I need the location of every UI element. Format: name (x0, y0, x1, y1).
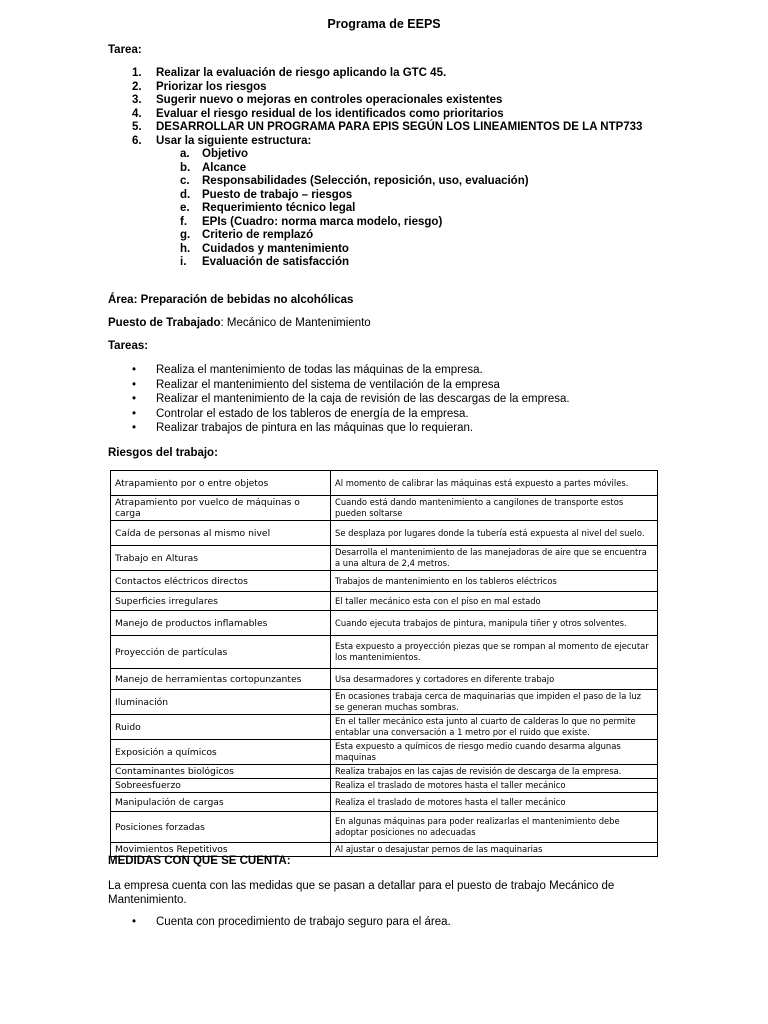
list-number: 6. (132, 134, 142, 147)
area-heading: Área: Preparación de bebidas no alcohólicas (108, 294, 354, 306)
detail-cell: Esta expuesto a proyección piezas que se rompan al momento de ejecutar los mantenimientos. (331, 636, 658, 669)
medidas-heading: MEDIDAS CON QUE SE CUENTA: (108, 855, 291, 867)
risk-cell: Iluminación (111, 690, 331, 715)
bullet-icon: • (132, 393, 137, 406)
list-item (108, 148, 529, 162)
detail-cell: Cuando está dando mantenimiento a cangilones de transporte estos pueden soltarse (331, 496, 658, 521)
detail-cell: Cuando ejecuta trabajos de pintura, manipula tiñer y otros solventes. (331, 611, 658, 636)
list-number: 1. (132, 67, 142, 79)
risk-cell: Atrapamiento por o entre objetos (111, 471, 331, 496)
list-item-text: EPIs (Cuadro: norma marca modelo, riesgo) (202, 215, 443, 228)
table-row (111, 636, 658, 669)
risk-cell: Exposición a químicos (111, 740, 331, 765)
list-item-text: Puesto de trabajo – riesgos (202, 188, 353, 201)
detail-cell: Desarrolla el mantenimiento de las manejadoras de aire que se encuentra a una altura de 2,4 metros. (331, 546, 658, 571)
list-item (108, 229, 529, 243)
list-letter: e. (180, 202, 190, 214)
list-item (108, 216, 529, 230)
list-item-text: Realizar la evaluación de riesgo aplicando la GTC 45. (156, 67, 447, 79)
list-item (108, 81, 668, 95)
detail-cell: Usa desarmadores y cortadores en diferente trabajo (331, 669, 658, 690)
list-item (108, 121, 668, 135)
detail-cell: Realiza trabajos en las cajas de revisión de descarga de la empresa. (331, 765, 658, 779)
risk-cell: Superficies irregulares (111, 592, 331, 611)
table-row (111, 715, 658, 740)
task-list (108, 67, 668, 148)
risk-cell: Manipulación de cargas (111, 793, 331, 812)
list-item-text: Realizar trabajos de pintura en las máquinas que lo requieran. (156, 422, 474, 435)
table-row (111, 690, 658, 715)
list-letter: d. (180, 188, 191, 201)
list-letter: g. (180, 229, 191, 241)
table-row (111, 592, 658, 611)
tareas-heading: Tareas: (108, 340, 149, 352)
risk-cell: Sobreesfuerzo (111, 779, 331, 793)
list-item-text: Sugerir nuevo o mejoras en controles operacionales existentes (156, 94, 503, 106)
list-item (108, 407, 570, 422)
list-item-text: Realizar el mantenimiento del sistema de ventilación de la empresa (156, 378, 500, 391)
list-item (108, 256, 529, 270)
detail-cell: Al momento de calibrar las máquinas está expuesto a partes móviles. (331, 471, 658, 496)
list-item (108, 162, 529, 176)
table-row (111, 779, 658, 793)
table-row (111, 546, 658, 571)
risk-cell: Atrapamiento por vuelco de máquinas o carga (111, 496, 331, 521)
list-item (108, 108, 668, 122)
detail-cell: En el taller mecánico esta junto al cuarto de calderas lo que no permite entablar una conversación a 1 metro por el ruido que existe. (331, 715, 658, 740)
risk-cell: Contaminantes biológicos (111, 765, 331, 779)
risk-cell: Caída de personas al mismo nivel (111, 521, 331, 546)
tarea-heading: Tarea: (108, 44, 142, 56)
table-row (111, 611, 658, 636)
list-item (108, 189, 529, 203)
list-item-text: Alcance (202, 161, 247, 174)
table-row (111, 793, 658, 812)
risk-cell: Manejo de herramientas cortopunzantes (111, 669, 331, 690)
table-row (111, 812, 658, 843)
list-item-text: Controlar el estado de los tableros de energía de la empresa. (156, 407, 469, 420)
bullet-icon: • (132, 407, 137, 420)
detail-cell: El taller mecánico esta con el piso en mal estado (331, 592, 658, 611)
list-item-text: Cuidados y mantenimiento (202, 242, 349, 255)
puesto-line (108, 317, 371, 329)
detail-cell: En algunas máquinas para poder realizarlas el mantenimiento debe adoptar posiciones no adecuadas (331, 812, 658, 843)
list-number: 5. (132, 121, 142, 133)
list-item-text: Cuenta con procedimiento de trabajo seguro para el área. (156, 916, 451, 928)
medidas-list (108, 915, 451, 929)
risk-cell: Ruido (111, 715, 331, 740)
list-item (108, 915, 451, 929)
detail-cell: Al ajustar o desajustar pernos de las maquinarias (331, 843, 658, 857)
risk-cell: Trabajo en Alturas (111, 546, 331, 571)
list-number: 4. (132, 107, 142, 120)
list-letter: h. (180, 242, 191, 255)
tareas-list (108, 363, 570, 436)
list-item (108, 243, 529, 257)
table-row (111, 571, 658, 592)
table-row (111, 496, 658, 521)
list-item-text: Objetivo (202, 148, 249, 160)
list-item-text: Realiza el mantenimiento de todas las máquinas de la empresa. (156, 364, 483, 376)
risk-cell: Manejo de productos inflamables (111, 611, 331, 636)
list-item-text: Criterio de remplazó (202, 229, 314, 241)
list-item (108, 94, 668, 108)
list-letter: i. (180, 256, 187, 268)
list-item-text: Responsabilidades (Selección, reposición, uso, evaluación) (202, 175, 529, 187)
bullet-icon: • (132, 422, 137, 435)
list-number: 3. (132, 94, 142, 106)
list-item (108, 392, 570, 407)
list-item-text: DESARROLLAR UN PROGRAMA PARA EPIS SEGÚN LOS LINEAMIENTOS DE LA NTP733 (156, 121, 643, 133)
riesgos-heading: Riesgos del trabajo: (108, 447, 218, 459)
risk-cell: Posiciones forzadas (111, 812, 331, 843)
list-number: 2. (132, 80, 142, 93)
bullet-icon: • (132, 916, 137, 928)
list-item (108, 363, 570, 378)
table-row (111, 740, 658, 765)
detail-cell: Realiza el traslado de motores hasta el taller mecánico (331, 793, 658, 812)
list-item-text: Realizar el mantenimiento de la caja de revisión de las descargas de la empresa. (156, 393, 570, 406)
structure-list (108, 148, 529, 270)
list-item-text: Usar la siguiente estructura: (156, 134, 312, 147)
detail-cell: Se desplaza por lugares donde la tubería está expuesta al nivel del suelo. (331, 521, 658, 546)
list-letter: c. (180, 175, 190, 187)
list-item-text: Evaluar el riesgo residual de los identificados como prioritarios (156, 107, 504, 120)
list-item-text: Priorizar los riesgos (156, 80, 267, 93)
list-item (108, 135, 668, 149)
puesto-label: Puesto de Trabajado (108, 317, 221, 329)
list-item (108, 421, 570, 436)
table-row (111, 765, 658, 779)
risk-cell: Contactos eléctricos directos (111, 571, 331, 592)
list-item-text: Requerimiento técnico legal (202, 202, 356, 214)
list-item (108, 175, 529, 189)
medidas-paragraph: La empresa cuenta con las medidas que se pasan a detallar para el puesto de trabajo Mecánico de Mantenimiento. (108, 880, 615, 906)
risk-cell: Movimientos Repetitivos (111, 843, 331, 857)
list-item-text: Evaluación de satisfacción (202, 256, 350, 268)
list-letter: a. (180, 148, 190, 160)
risk-table (110, 470, 658, 857)
detail-cell: Esta expuesto a químicos de riesgo medio cuando desarma algunas maquinas (331, 740, 658, 765)
list-item (108, 378, 570, 393)
detail-cell: Realiza el traslado de motores hasta el taller mecánico (331, 779, 658, 793)
list-item (108, 202, 529, 216)
list-letter: f. (180, 215, 188, 228)
list-item (108, 67, 668, 81)
puesto-value: : Mecánico de Mantenimiento (220, 317, 371, 329)
detail-cell: Trabajos de mantenimiento en los tableros eléctricos (331, 571, 658, 592)
detail-cell: En ocasiones trabaja cerca de maquinarias que impiden el paso de la luz se generan muchas sombras. (331, 690, 658, 715)
table-row (111, 471, 658, 496)
risk-cell: Proyección de partículas (111, 636, 331, 669)
bullet-icon: • (132, 364, 137, 376)
table-row (111, 669, 658, 690)
bullet-icon: • (132, 378, 137, 391)
table-row (111, 521, 658, 546)
page-title: Programa de EEPS (327, 17, 441, 31)
list-letter: b. (180, 161, 191, 174)
